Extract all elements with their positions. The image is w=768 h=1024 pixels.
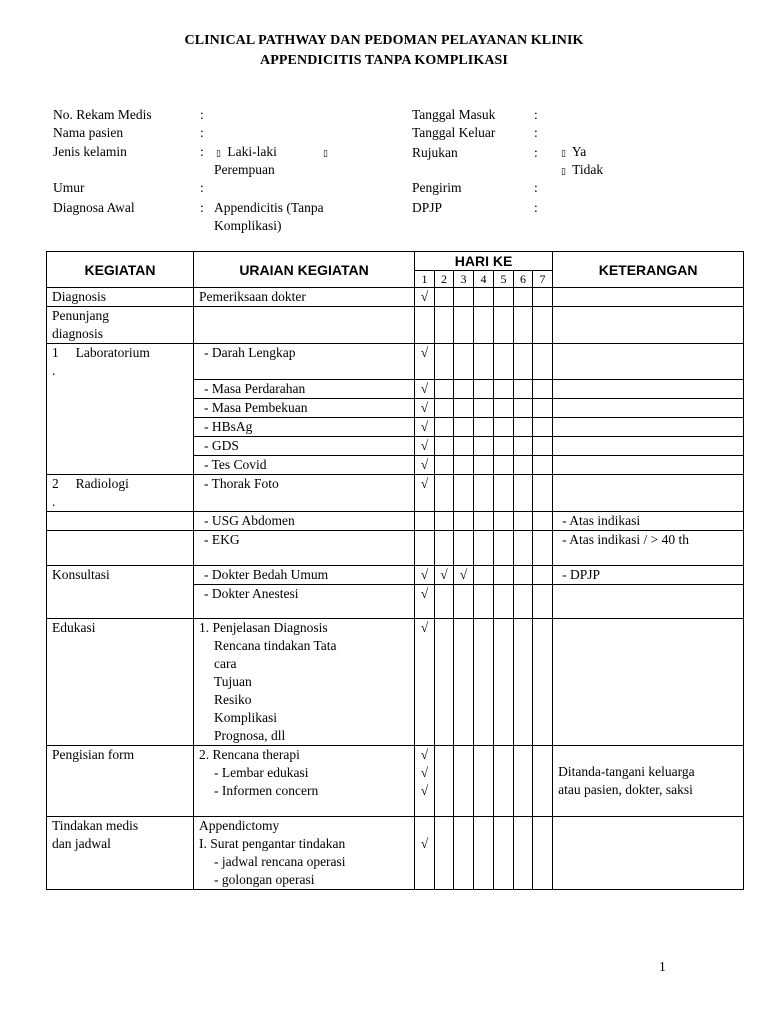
kegiatan-cell: Diagnosis <box>47 288 194 307</box>
check-column <box>415 817 435 890</box>
check-mark: √ <box>415 619 435 746</box>
header-kegiatan: KEGIATAN <box>47 252 194 288</box>
uraian-cell <box>194 380 415 399</box>
uraian-cell <box>194 475 415 512</box>
uraian-text: - GDS <box>204 438 239 453</box>
header-keterangan: KETERANGAN <box>553 252 744 288</box>
uraian-text: - HBsAg <box>204 419 253 434</box>
check-mark: √ <box>415 566 435 585</box>
rujukan-option-tidak[interactable] <box>561 161 603 181</box>
uraian-text: - Dokter Bedah Umum <box>204 567 329 582</box>
uraian-line: Prognosa, dll <box>214 728 286 743</box>
header-hari-ke: HARI KE <box>415 252 553 271</box>
uraian-cell <box>194 566 415 585</box>
diagnosa-awal-value: Appendicitis (Tanpa <box>214 200 324 215</box>
table-row <box>47 746 744 817</box>
keterangan-text: atau pasien, dokter, saksi <box>558 782 693 797</box>
kegiatan-cell <box>47 344 194 475</box>
day-header: 4 <box>474 271 494 288</box>
keterangan-cell <box>553 566 744 585</box>
colon: : <box>200 144 204 159</box>
uraian-text: - Thorak Foto <box>204 476 279 491</box>
keterangan-text: Ditanda-tangani keluarga <box>558 764 695 779</box>
uraian-cell <box>194 437 415 456</box>
kegiatan-line: 1 Laboratorium <box>52 345 150 360</box>
uraian-line: Tujuan <box>214 674 252 689</box>
keterangan-text: - Atas indikasi <box>562 513 641 528</box>
kegiatan-line: Tindakan medis <box>52 818 139 833</box>
uraian-cell <box>194 418 415 437</box>
colon: : <box>534 200 538 215</box>
keterangan-cell <box>553 512 744 531</box>
uraian-text: - Dokter Anestesi <box>204 586 299 601</box>
kegiatan-cell: Konsultasi <box>47 566 194 619</box>
check-mark: √ <box>415 456 435 475</box>
kegiatan-line: 2 Radiologi <box>52 476 129 491</box>
label-pengirim: Pengirim <box>412 180 462 195</box>
kegiatan-cell <box>47 817 194 890</box>
uraian-line: 2. Rencana therapi <box>199 747 300 762</box>
check-mark: √ <box>454 566 474 585</box>
uraian-line: - jadwal rencana operasi <box>214 854 346 869</box>
day-header: 6 <box>514 271 533 288</box>
check-mark: √ <box>415 585 435 619</box>
diagnosa-awal-value-cont: Komplikasi) <box>214 218 282 233</box>
check-mark: √ <box>415 418 435 437</box>
kegiatan-cell <box>47 307 194 344</box>
document-subtitle: APPENDICITIS TANPA KOMPLIKASI <box>260 53 508 68</box>
label-umur: Umur <box>53 180 85 195</box>
uraian-cell <box>194 531 415 566</box>
kegiatan-line: dan jadwal <box>52 836 111 851</box>
colon: : <box>200 107 204 122</box>
uraian-line: Resiko <box>214 692 252 707</box>
day-header: 1 <box>415 271 435 288</box>
uraian-line: cara <box>214 656 237 671</box>
checkbox-female-icon[interactable]: ▯ <box>323 149 328 159</box>
check-mark: √ <box>420 747 429 762</box>
keterangan-cell <box>553 746 744 817</box>
header-uraian-kegiatan: URAIAN KEGIATAN <box>194 252 415 288</box>
check-mark: √ <box>420 783 429 798</box>
day-header: 5 <box>494 271 514 288</box>
checkbox-icon[interactable] <box>323 143 331 163</box>
gender-female-label: Perempuan <box>214 162 275 177</box>
check-mark: √ <box>420 765 429 780</box>
rujukan-ya-label: Ya <box>571 144 587 159</box>
kegiatan-line: Penunjang <box>52 308 109 323</box>
label-dpjp: DPJP <box>412 200 443 215</box>
kegiatan-dot: . <box>52 363 56 378</box>
kegiatan-dot: . <box>52 494 56 509</box>
keterangan-cell <box>553 531 744 566</box>
rujukan-option-ya[interactable] <box>561 143 586 163</box>
table-row <box>47 288 744 307</box>
day-header: 2 <box>435 271 454 288</box>
label-nama-pasien: Nama pasien <box>53 125 124 140</box>
colon: : <box>534 145 538 160</box>
uraian-cell <box>194 344 415 380</box>
colon: : <box>534 107 538 122</box>
check-mark: √ <box>435 566 454 585</box>
check-mark: √ <box>415 437 435 456</box>
uraian-cell <box>194 619 415 746</box>
uraian-text: - USG Abdomen <box>204 513 295 528</box>
check-mark: √ <box>415 475 435 512</box>
uraian-cell <box>194 746 415 817</box>
page-number: 1 <box>659 959 666 974</box>
check-column <box>415 746 435 817</box>
check-mark: √ <box>415 380 435 399</box>
uraian-line: - golongan operasi <box>214 872 315 887</box>
label-tanggal-keluar: Tanggal Keluar <box>412 125 496 140</box>
colon: : <box>534 180 538 195</box>
day-header: 7 <box>533 271 553 288</box>
checkbox-icon[interactable]: ▯ <box>216 149 221 159</box>
uraian-cell <box>194 817 415 890</box>
uraian-line: - Informen concern <box>214 783 319 798</box>
uraian-line: Komplikasi <box>214 710 277 725</box>
colon: : <box>200 180 204 195</box>
kegiatan-cell: Pengisian form <box>47 746 194 817</box>
table-row <box>47 566 744 585</box>
clinical-pathway-table <box>46 251 744 890</box>
uraian-cell <box>194 456 415 475</box>
uraian-line: Rencana tindakan Tata <box>214 638 337 653</box>
kegiatan-cell <box>47 475 194 512</box>
label-jenis-kelamin: Jenis kelamin <box>53 144 127 159</box>
check-mark: √ <box>420 836 429 851</box>
gender-male-label: Laki-laki <box>227 144 277 159</box>
uraian-text: - Darah Lengkap <box>204 345 296 360</box>
kegiatan-line: diagnosis <box>52 326 104 341</box>
uraian-line: - Lembar edukasi <box>214 765 309 780</box>
uraian-cell <box>194 512 415 531</box>
uraian-line: 1. Penjelasan Diagnosis <box>199 620 328 635</box>
rujukan-tidak-label: Tidak <box>572 162 604 177</box>
label-no-rekam-medis: No. Rekam Medis <box>53 107 152 122</box>
label-rujukan: Rujukan <box>412 145 458 160</box>
table-row <box>47 344 744 380</box>
checkbox-icon[interactable]: ▯ <box>561 149 566 159</box>
colon: : <box>200 200 204 215</box>
table-row <box>47 512 744 531</box>
keterangan-text: - DPJP <box>562 567 600 582</box>
label-tanggal-masuk: Tanggal Masuk <box>412 107 496 122</box>
uraian-cell <box>194 399 415 418</box>
table-row <box>47 619 744 746</box>
kegiatan-cell: Edukasi <box>47 619 194 746</box>
uraian-line: Appendictomy <box>199 818 280 833</box>
gender-option-male[interactable] <box>216 143 277 163</box>
colon: : <box>200 125 204 140</box>
table-row <box>47 531 744 566</box>
check-mark: √ <box>415 344 435 380</box>
label-diagnosa-awal: Diagnosa Awal <box>53 200 135 215</box>
uraian-text: - Tes Covid <box>204 457 267 472</box>
table-row <box>47 307 744 344</box>
table-row <box>47 475 744 512</box>
document-title: CLINICAL PATHWAY DAN PEDOMAN PELAYANAN KLINIK <box>184 33 584 48</box>
check-mark: √ <box>415 288 435 307</box>
table-row <box>47 817 744 890</box>
day-header: 3 <box>454 271 474 288</box>
check-mark: √ <box>415 399 435 418</box>
uraian-text: - EKG <box>204 532 240 547</box>
uraian-text: - Masa Pembekuan <box>204 400 308 415</box>
uraian-line: I. Surat pengantar tindakan <box>199 836 346 851</box>
colon: : <box>534 125 538 140</box>
uraian-cell <box>194 585 415 619</box>
keterangan-text: - Atas indikasi / > 40 th <box>562 532 689 547</box>
uraian-text: - Masa Perdarahan <box>204 381 306 396</box>
uraian-cell: Pemeriksaan dokter <box>194 288 415 307</box>
checkbox-icon[interactable]: ▯ <box>561 167 566 177</box>
